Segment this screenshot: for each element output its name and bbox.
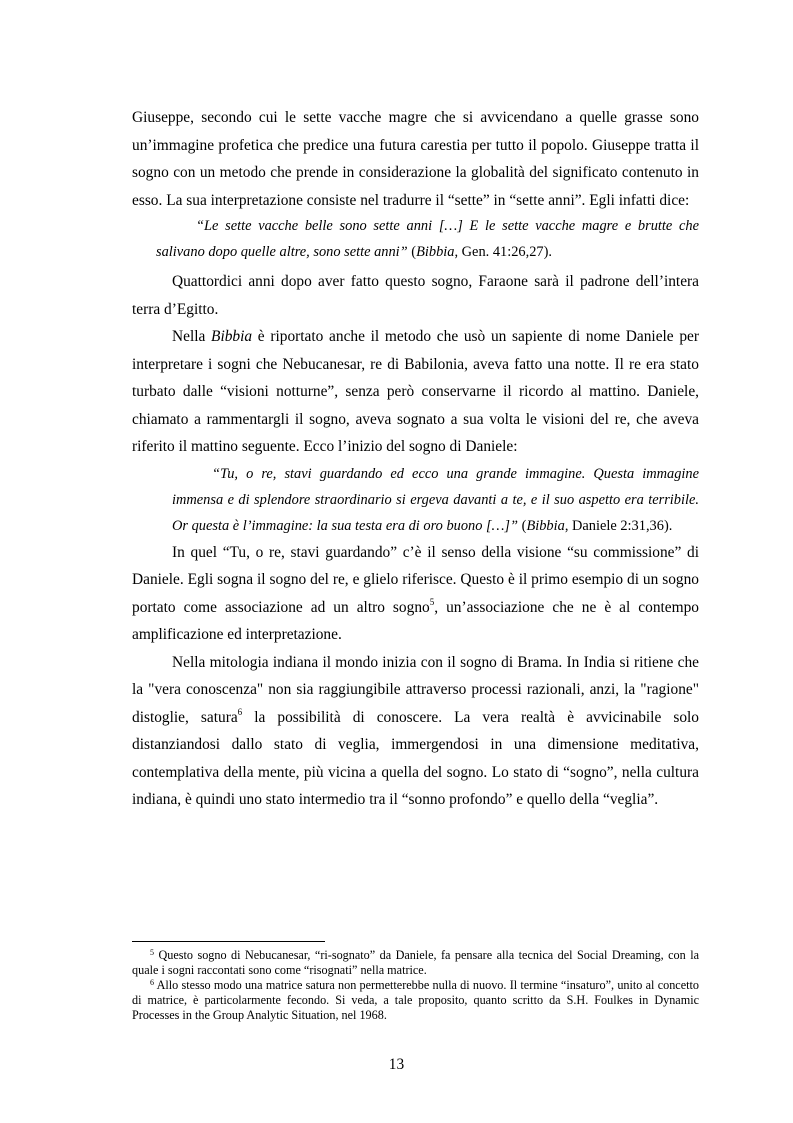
footnote <box>132 978 699 1023</box>
quote-location: , Daniele 2:31,36). <box>564 517 673 534</box>
footnote-number: 5 <box>150 948 154 957</box>
footnote-text: Allo stesso modo una matrice satura non permetterebbe nulla di nuovo. Il termine “insaturo”, unito al concetto di matrice, è particolarmente fecondo. Si veda, a tale proposito, quanto scritto da S.H. Foulkes in Dynamic Processes in the Group Analytic Situation, nel 1968. <box>132 978 699 1022</box>
quote-location: , Gen. 41:26,27). <box>454 243 552 260</box>
main-text <box>132 104 699 814</box>
quote-text: “Tu, o re, stavi guardando ed ecco una grande immagine. Questa immagine immensa e di splendore straordinario si ergeva davanti a te, e il suo aspetto era terribile. Or questa è l’immagine: la sua testa era di oro buono […]” <box>172 465 699 534</box>
paragraph: Quattordici anni dopo aver fatto questo sogno, Faraone sarà il padrone dell’intera terra d’Egitto. <box>132 273 699 318</box>
paragraph-text: Nella <box>172 328 212 345</box>
quote-reference: (Bibbia, Gen. 41:26,27). <box>411 243 552 260</box>
quote-text: “Le sette vacche belle sono sette anni […] E le sette vacche magre e brutte che salivano dopo quelle altre, sono sette anni” <box>156 218 699 260</box>
paragraph-text: In quel “Tu, o re, stavi guardando” c’è il senso della visione “su commissione” di Daniele. Egli sogna il sogno del re, e glielo riferisce. Questo è il primo esempio di un sogno portato come associazione ad un altro sogno <box>132 543 699 616</box>
block-quote <box>132 461 699 539</box>
footnote-text: Questo sogno di Nebucanesar, “ri-sognato” da Daniele, fa pensare alla tecnica del Social Dreaming, con la quale i sogni raccontati sono come “risognati” nella matrice. <box>132 948 699 977</box>
footnote-ref[interactable]: 5 <box>429 596 435 607</box>
quote-source: Bibbia <box>416 243 455 260</box>
paragraph-text: è riportato anche il metodo che usò un sapiente di nome Daniele per interpretare i sogni che Nebucanesar, re di Babilonia, aveva fatto una notte. Il re era stato turbato dalle “visioni notturne”, senza però conservarne il ricordo al mattino. Daniele, chiamato a rammentargli il sogno, aveva sognato a sua volta le visioni del re, che aveva riferito il mattino seguente. Ecco l’inizio del sogno di Daniele: <box>132 328 699 455</box>
quote-source: Bibbia <box>526 517 565 534</box>
footnote-ref[interactable]: 6 <box>237 706 243 717</box>
quote-reference: (Bibbia, Daniele 2:31,36). <box>521 517 673 534</box>
footnote-number: 6 <box>150 978 154 987</box>
paragraph <box>132 539 699 649</box>
paragraph <box>132 323 699 461</box>
paragraph-text: la possibilità di conoscere. La vera realtà è avvicinabile solo distanziandosi dallo stato di veglia, immergendosi in una dimensione meditativa, contemplativa della mente, più vicina a quella del sogno. Lo stato di “sogno”, nella cultura indiana, è quindi uno stato intermedio tra il “sonno profondo” e quello della “veglia”. <box>132 708 699 808</box>
paragraph-text: Nella mitologia indiana il mondo inizia con il sogno di Brama. In India si ritiene che la "vera conoscenza" non sia raggiungibile attraverso processi razionali, anzi, la "ragione" distoglie, satura <box>132 653 699 726</box>
paragraph: Giuseppe, secondo cui le sette vacche magre che si avvicendano a quelle grasse sono un’immagine profetica che predice una futura carestia per tutto il popolo. Giuseppe tratta il sogno con un metodo che prende in considerazione la globalità del significato contenuto in esso. La sua interpretazione consiste nel tradurre il “sette” in “sette anni”. Egli infatti dice: <box>132 109 699 209</box>
book-title: Bibbia <box>211 328 253 345</box>
page-number: 13 <box>388 1056 405 1073</box>
footnote-divider <box>132 941 325 942</box>
paragraph-text: , un’associazione che ne è al contempo amplificazione ed interpretazione. <box>132 598 699 643</box>
footnote <box>132 948 699 978</box>
paragraph <box>132 649 699 814</box>
footnotes <box>132 948 699 1023</box>
block-quote <box>132 214 699 265</box>
